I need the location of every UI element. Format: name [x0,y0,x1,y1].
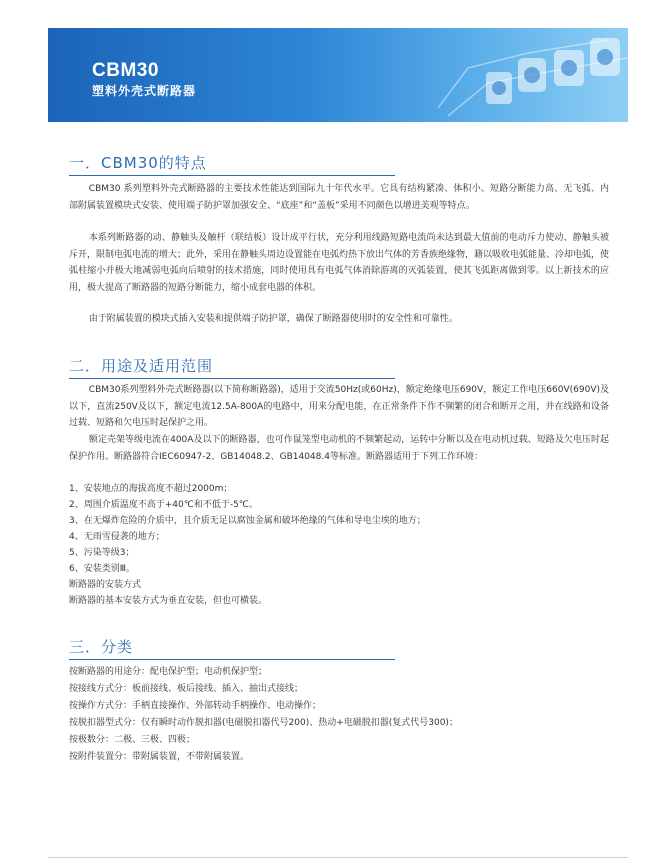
paragraph-features-2: 本系列断路器的动、静触头及触杆（联结板）设计成平行状，充分利用线路短路电流尚未达到最大值前的电动斥力使动、静触头被斥开，限制电弧电流的增大；此外，采用在静触头周边设置能在电弧灼热下放出气体的芳香族绝缘物，籍以吸收电弧能量、冷却电弧，使弧柱缩小并极大地减弱电弧向后喷射的技术措施，同时使用具有电弧气体消除游离的灭弧装置，使其飞弧距离做到零。以上新技术的应用，极大提高了断路器的短路分断能力，缩小成套电器的体积。 [69,233,610,293]
list-item: 断路器的基本安装方式为垂直安装，但也可横装。 [69,596,268,606]
page-title: CBM30 [92,60,159,81]
section-heading-classification: 三．分类 [69,636,395,660]
list-item: 6、安装类别Ⅲ。 [69,564,135,574]
section-heading-usage: 二．用途及适用范围 [69,355,395,379]
list-item: 3、在无爆炸危险的介质中，且介质无足以腐蚀金属和破坏绝缘的气体和导电尘埃的地方； [69,516,426,526]
list-item: 断路器的安装方式 [69,580,142,590]
footer-divider [48,857,628,858]
list-item: 5、污染等级3； [69,548,135,558]
list-item: 按接线方式分：板前接线、板后接线、插入、抽出式接线； [69,684,304,694]
list-item: 按脱扣器型式分：仅有瞬时动作脱扣器(电磁脱扣器代号200)、热动+电磁脱扣器(复式代号300)； [69,718,458,728]
paragraph-usage-2: 额定壳架等级电流在400A及以下的断路器，也可作鼠笼型电动机的不频繁起动，运转中分断以及在电动机过载、短路及欠电压时起保护作用。断路器符合IEC60947-2、GB14048.2、GB14048.4等标准。断路器适用于下列工作环境： [69,435,609,462]
list-item: 1、安装地点的海拔高度不超过2000m； [69,484,233,494]
paragraph-features-3: 由于附属装置的模块式插入安装和提供端子防护罩，确保了断路器使用时的安全性和可靠性。 [88,314,458,324]
page-subtitle: 塑料外壳式断路器 [92,84,197,98]
product-decoration-graphic [408,28,628,122]
paragraph-usage-1: CBM30系列塑料外壳式断路器(以下简称断路器)，适用于交流50Hz(或60Hz)，额定绝缘电压690V，额定工作电压660V(690V)及以下，直流250V及以下，额定电流12.5A-800A的电路中，用来分配电能，在正常条件下作不频繁的闭合和断开之用，并在线路和设备过载、短路和欠电压时起保护之用。 [69,385,609,428]
paragraph-features-1: CBM30 系列塑料外壳式断路器的主要技术性能达到国际九十年代水平。它具有结构紧凑、体积小、短路分断能力高、无飞弧、内部附属装置模块式安装、使用端子防护罩加强安全、“底座”和“盖板”采用不同颜色以增进美观等特点。 [69,184,609,211]
list-item: 按极数分：二极、三极、四极； [69,735,196,745]
header-banner [48,28,628,122]
list-item: 按断路器的用途分：配电保护型；电动机保护型； [69,667,268,677]
list-item: 按操作方式分：手柄直接操作、外部转动手柄操作、电动操作； [69,701,322,711]
list-item: 4、无雨雪侵袭的地方； [69,532,165,542]
list-item: 按附件装置分：带附属装置，不带附属装置。 [69,752,250,762]
section-heading-features: 一．CBM30的特点 [69,152,395,176]
list-item: 2、周围介质温度不高于+40℃和不低于-5℃。 [69,500,258,510]
